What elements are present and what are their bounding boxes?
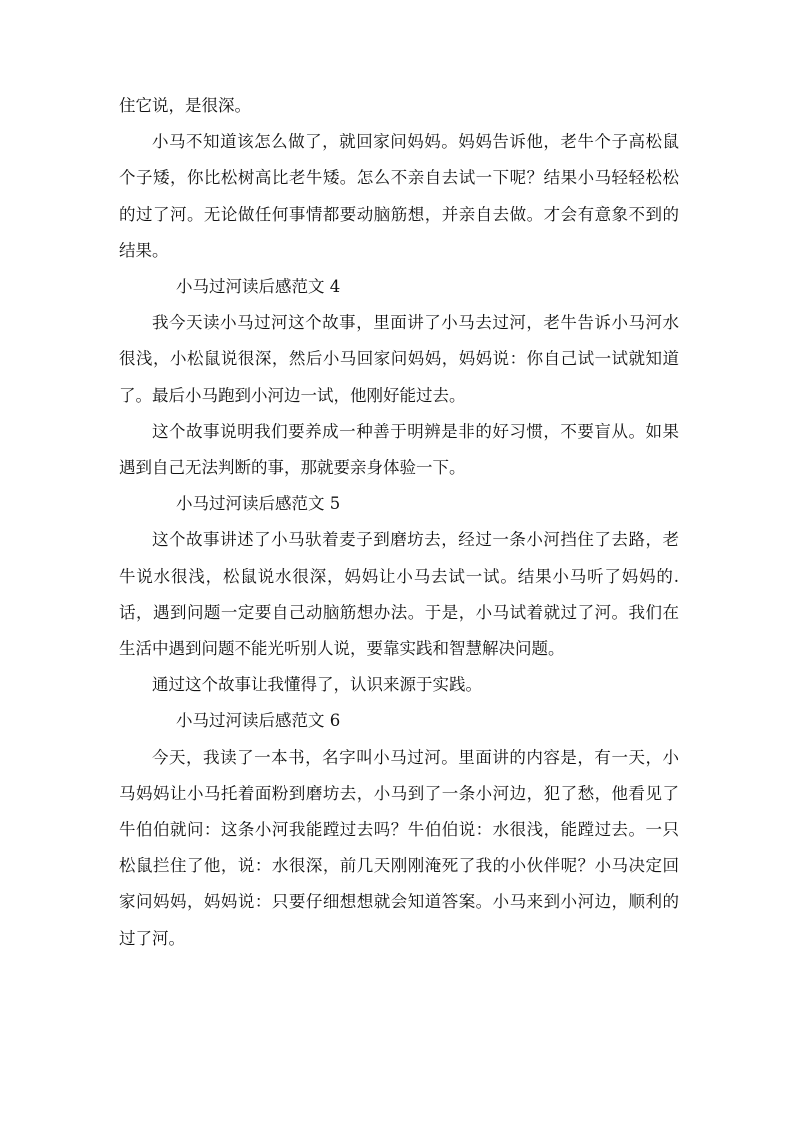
- section-heading-4: 小马过河读后感范文 4: [176, 277, 341, 297]
- paragraph: 通过这个故事让我懂得了，认识来源于实践。: [152, 675, 482, 695]
- paragraph: 小马不知道该怎么做了，就回家问妈妈。妈妈告诉他，老牛个子高松鼠个子矮，你比松树高比老牛矮。怎么不亲自去试一下呢？结果小马轻轻松松的过了河。无论做任何事情都要动脑筋想，并亲自去做。才会有意象不到的结果。: [119, 132, 679, 260]
- paragraph: 这个故事讲述了小马驮着麦子到磨坊去，经过一条小河挡住了去路，老牛说水很浅，松鼠说水很深，妈妈让小马去试一试。结果小马听了妈妈的.话，遇到问题一定要自己动脑筋想办法。于是，小马试着就过了河。我们在生活中遇到问题不能光听别人说，要靠实践和智慧解决问题。: [119, 530, 679, 659]
- section-heading-6: 小马过河读后感范文 6: [176, 711, 341, 731]
- paragraph: 今天，我读了一本书，名字叫小马过河。里面讲的内容是，有一天，小马妈妈让小马托着面粉到磨坊去，小马到了一条小河边，犯了愁，他看见了牛伯伯就问：这条小河我能蹚过去吗？牛伯伯说：水很浅，能蹚过去。一只松鼠拦住了他，说：水很深，前几天刚刚淹死了我的小伙伴呢？小马决定回家问妈妈，妈妈说：只要仔细想想就会知道答案。小马来到小河边，顺利的过了河。: [119, 747, 679, 948]
- paragraph: 这个故事说明我们要养成一种善于明辨是非的好习惯，不要盲从。如果遇到自己无法判断的事，那就要亲身体验一下。: [119, 421, 679, 478]
- section-heading-5: 小马过河读后感范文 5: [176, 494, 341, 514]
- paragraph: 我今天读小马过河这个故事，里面讲了小马去过河，老牛告诉小马河水很浅，小松鼠说很深，然后小马回家问妈妈，妈妈说：你自己试一试就知道了。最后小马跑到小河边一试，他刚好能过去。: [119, 313, 679, 405]
- paragraph-continuation: 住它说，是很深。: [119, 96, 251, 115]
- document-body: [119, 88, 679, 957]
